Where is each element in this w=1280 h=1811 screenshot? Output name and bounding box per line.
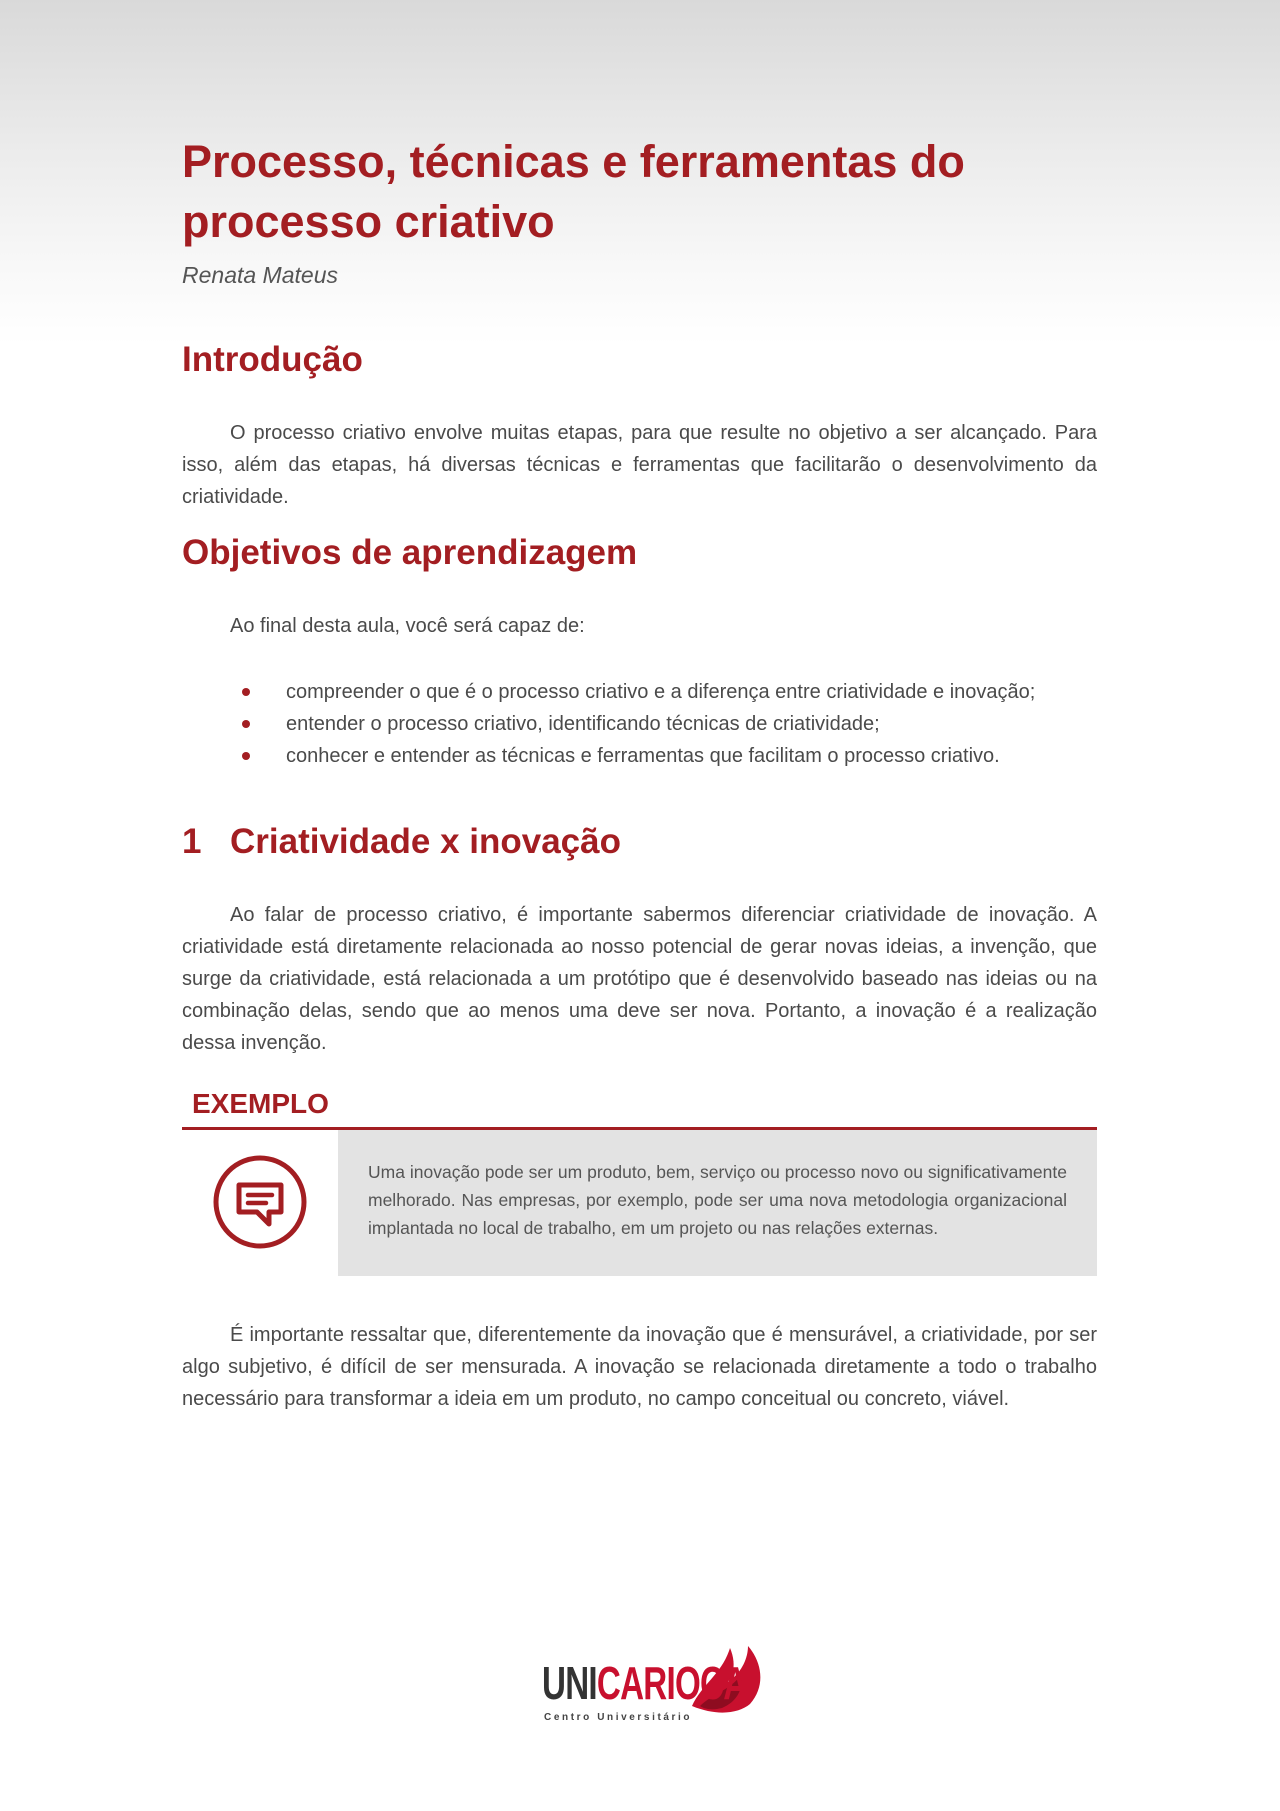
section1-paragraph2: É importante ressaltar que, diferentemente da inovação que é mensurável, a criatividade, por ser algo subjetivo, é difícil de ser mensurada. A inovação se relacionada diretamente a todo o trabalho necessário para transformar a ideia em um produto, no campo conceitual ou concreto, viável.	[182, 1324, 1097, 1410]
section-number: 1	[182, 822, 202, 861]
bullet-icon	[242, 752, 250, 760]
bullet-icon	[242, 688, 250, 696]
objectives-lead: Ao final desta aula, você será capaz de:	[230, 615, 585, 637]
introduction-heading: Introdução	[182, 340, 363, 379]
list-item	[182, 676, 1035, 708]
list-item	[182, 740, 1035, 772]
logo-carioca: CARIOCA	[596, 1657, 747, 1709]
logo-wordmark	[542, 1658, 746, 1708]
introduction-paragraph: O processo criativo envolve muitas etapas, para que resulte no objetivo a ser alcançado. Para isso, além das etapas, há diversas técnicas e ferramentas que facilitarão o desenvolvimento da criatividade.	[182, 422, 1097, 508]
logo-subtitle: Centro Universitário	[544, 1712, 693, 1723]
list-item	[182, 708, 1035, 740]
author-name: Renata Mateus	[182, 262, 338, 288]
logo-uni: UNI	[542, 1657, 597, 1709]
objectives-list	[182, 676, 1035, 772]
document-title: Processo, técnicas e ferramentas do processo criativo	[182, 136, 965, 247]
example-text: Uma inovação pode ser um produto, bem, serviço ou processo novo ou significativamente melhorado. Nas empresas, por exemplo, pode ser uma nova metodologia organizacional implantada no local de trabalho, em um projeto ou nas relações externas.	[368, 1162, 1067, 1238]
chat-bubble-icon	[212, 1154, 308, 1250]
bullet-icon	[242, 720, 250, 728]
objective-text: entender o processo criativo, identificando técnicas de criatividade;	[286, 713, 880, 735]
section-title: Criatividade x inovação	[230, 822, 621, 861]
example-box	[338, 1130, 1097, 1276]
section1-heading	[182, 822, 621, 862]
objective-text: compreender o que é o processo criativo e a diferença entre criatividade e inovação;	[286, 681, 1036, 703]
example-label: EXEMPLO	[192, 1088, 329, 1119]
objectives-heading: Objetivos de aprendizagem	[182, 533, 638, 572]
section1-paragraph1: Ao falar de processo criativo, é importante sabermos diferenciar criatividade de inovação. A criatividade está diretamente relacionada ao nosso potencial de gerar novas ideias, a invenção, que surge da criatividade, está relacionada a um protótipo que é desenvolvido baseado nas ideias ou na combinação delas, sendo que ao menos uma deve ser nova. Portanto, a inovação é a realização dessa invenção.	[182, 904, 1097, 1054]
unicarioca-logo	[538, 1640, 763, 1730]
objective-text: conhecer e entender as técnicas e ferramentas que facilitam o processo criativo.	[286, 745, 1000, 767]
